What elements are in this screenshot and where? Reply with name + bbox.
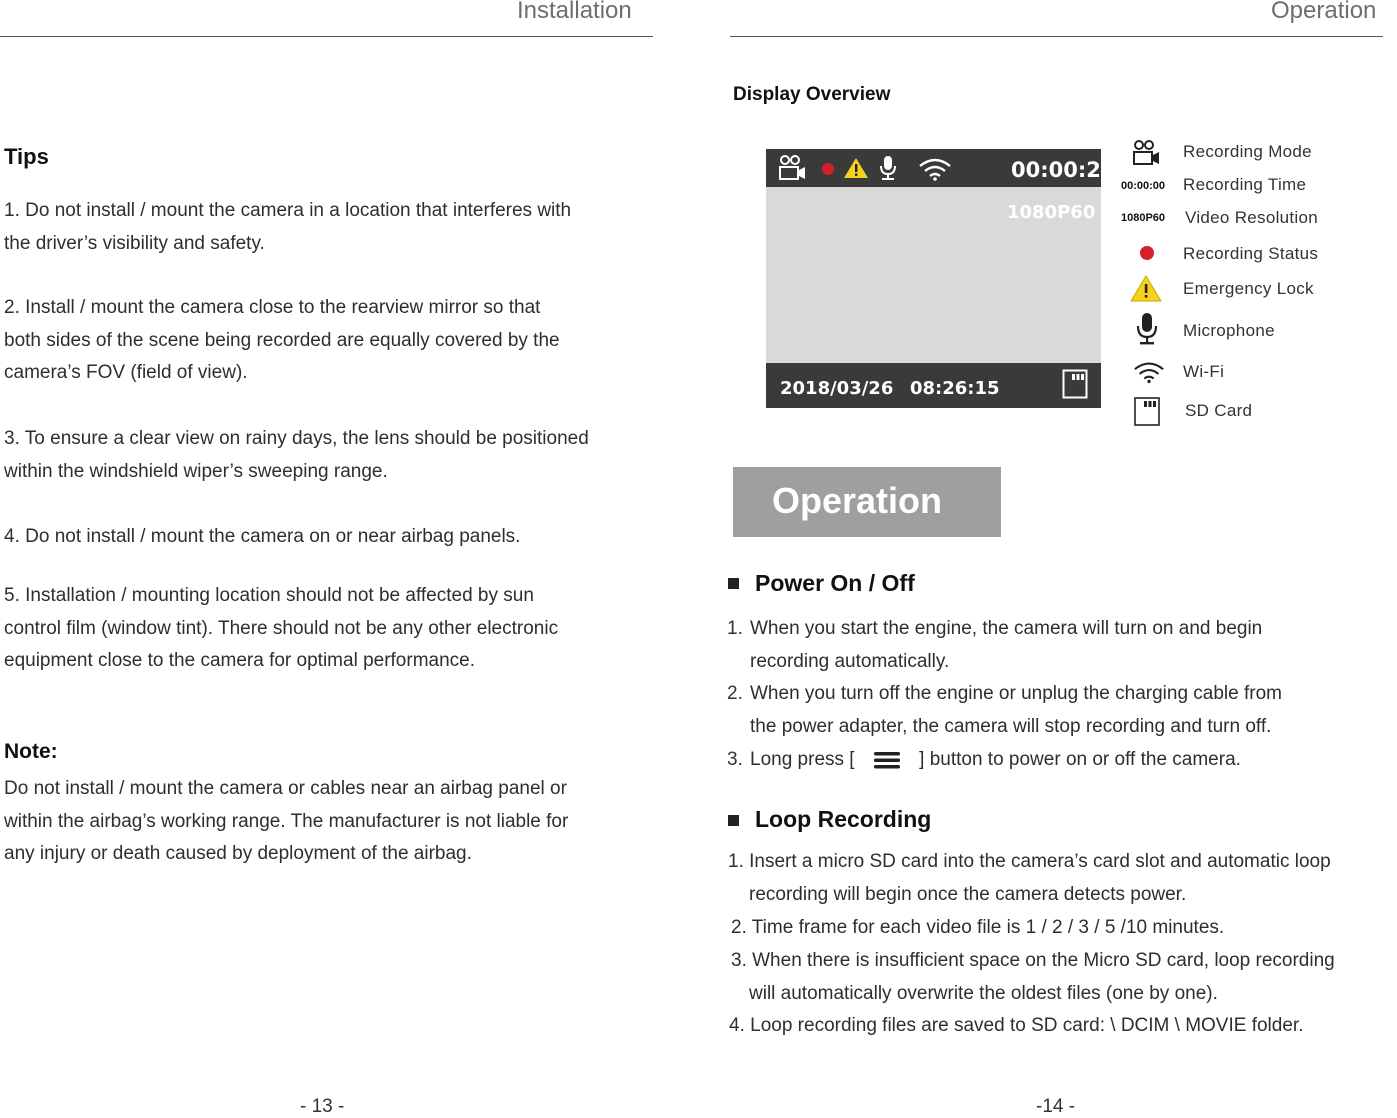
legend-microphone: Microphone xyxy=(1183,321,1275,340)
tip-5-line-1: 5. Installation / mounting location should not be affected by sun xyxy=(4,585,534,606)
power-bullet-square xyxy=(728,578,739,589)
note-line-2: within the airbag’s working range. The manufacturer is not liable for xyxy=(4,810,569,832)
note-heading: Note: xyxy=(4,740,58,763)
tip-2-line-1: 2. Install / mount the camera close to the rearview mirror so that xyxy=(4,297,541,318)
recording-status-icon xyxy=(821,162,835,176)
menu-icon xyxy=(860,748,914,772)
legend-wifi: Wi-Fi xyxy=(1183,362,1225,381)
power-item-1 xyxy=(750,613,1262,678)
tip-5 xyxy=(4,580,558,678)
tip-5-line-2: control film (window tint). There should not be any other electronic xyxy=(4,617,559,639)
emergency-lock-icon xyxy=(843,157,869,179)
tip-3-line-2: within the windshield wiper’s sweeping range. xyxy=(4,460,388,482)
loop-item-4: 4. Loop recording files are saved to SD card: \ DCIM \ MOVIE folder. xyxy=(729,1015,1304,1036)
legend-wifi-icon xyxy=(1133,360,1165,384)
power-item-3-text-after: ] button to power on or off the camera. xyxy=(919,749,1241,770)
tip-3 xyxy=(4,423,589,488)
power-heading: Power On / Off xyxy=(755,570,915,596)
screen-status-bar xyxy=(766,149,1116,187)
legend-recording-status-icon xyxy=(1139,245,1155,261)
right-header-rule xyxy=(730,36,1383,37)
left-header-rule xyxy=(0,36,653,37)
screen-date: 2018/03/26 xyxy=(780,378,894,399)
power-item-3-text-before: Long press [ xyxy=(750,749,855,770)
legend-recording-status: Recording Status xyxy=(1183,244,1319,263)
sd-card-icon xyxy=(1062,369,1088,399)
loop-item-3 xyxy=(731,945,1335,1010)
loop-item-1-line-1: 1. Insert a micro SD card into the camera’s card slot and automatic loop xyxy=(728,851,1331,872)
power-item-2-line-2: the power adapter, the camera will stop recording and turn off. xyxy=(750,715,1272,737)
legend-emergency-lock-icon xyxy=(1130,275,1162,302)
camera-screen-mockup xyxy=(766,149,1116,408)
legend-recording-time: Recording Time xyxy=(1183,175,1307,194)
loop-item-1-line-2: recording will begin once the camera detects power. xyxy=(749,883,1187,905)
loop-item-3-line-1: 3. When there is insufficient space on the Micro SD card, loop recording xyxy=(731,950,1335,971)
note-line-3: any injury or death caused by deployment of the airbag. xyxy=(4,843,472,864)
power-item-1-line-2: recording automatically. xyxy=(750,650,950,672)
tip-2-line-2: both sides of the scene being recorded are equally covered by the xyxy=(4,329,560,351)
power-item-2 xyxy=(750,678,1282,743)
legend-microphone-icon xyxy=(1136,312,1158,346)
screen-time-counter: 00:00:20 xyxy=(1011,158,1116,182)
tip-2-line-3: camera’s FOV (field of view). xyxy=(4,362,248,383)
note-line-1: Do not install / mount the camera or cables near an airbag panel or xyxy=(4,778,567,799)
tip-1-line-2: the driver’s visibility and safety. xyxy=(4,232,265,254)
tip-4-line-1: 4. Do not install / mount the camera on or near airbag panels. xyxy=(4,526,521,547)
power-item-3 xyxy=(750,744,1241,777)
display-overview-title: Display Overview xyxy=(733,84,891,105)
tip-1-line-1: 1. Do not install / mount the camera in a location that interferes with xyxy=(4,200,572,221)
legend-time-sample: 00:00:00 xyxy=(1121,180,1166,192)
screen-resolution: 1080P60 xyxy=(1007,202,1096,223)
operation-banner xyxy=(733,467,1001,537)
power-item-3-number: 3. xyxy=(727,749,743,770)
recording-mode-icon xyxy=(778,154,806,182)
screen-bottom-bar xyxy=(766,363,1101,408)
power-item-1-number: 1. xyxy=(727,618,743,639)
right-page-header: Operation xyxy=(1271,0,1377,24)
legend-emergency-lock: Emergency Lock xyxy=(1183,279,1314,298)
legend-sd-card: SD Card xyxy=(1185,401,1253,420)
tip-3-line-1: 3. To ensure a clear view on rainy days, the lens should be positioned xyxy=(4,428,589,449)
tips-heading: Tips xyxy=(4,144,49,169)
note-text xyxy=(4,773,568,871)
legend-sd-card-icon xyxy=(1134,397,1160,426)
power-item-1-line-1: When you start the engine, the camera will turn on and begin xyxy=(750,618,1263,639)
tip-1 xyxy=(4,195,571,260)
power-item-2-number: 2. xyxy=(727,683,743,704)
loop-heading: Loop Recording xyxy=(755,806,932,832)
loop-bullet-square xyxy=(728,815,739,826)
tip-5-line-3: equipment close to the camera for optimal performance. xyxy=(4,650,476,671)
wifi-icon xyxy=(918,157,952,181)
operation-banner-label: Operation xyxy=(772,480,943,521)
tip-4 xyxy=(4,521,520,554)
tip-2 xyxy=(4,292,560,390)
legend-recording-mode-icon xyxy=(1132,139,1160,167)
loop-item-1 xyxy=(728,846,1331,911)
legend-recording-mode: Recording Mode xyxy=(1183,142,1312,161)
left-page-header: Installation xyxy=(517,0,632,24)
legend-resolution-sample: 1080P60 xyxy=(1121,212,1166,224)
power-item-2-line-1: When you turn off the engine or unplug the charging cable from xyxy=(750,683,1282,704)
screen-clock: 08:26:15 xyxy=(910,378,1000,399)
loop-item-3-line-2: will automatically overwrite the oldest files (one by one). xyxy=(749,982,1218,1004)
legend-video-resolution: Video Resolution xyxy=(1185,208,1319,227)
microphone-icon xyxy=(879,155,897,181)
right-page-number: -14 - xyxy=(1036,1096,1076,1117)
loop-item-2: 2. Time frame for each video file is 1 / 2 / 3 / 5 /10 minutes. xyxy=(731,917,1225,938)
left-page-number: - 13 - xyxy=(300,1096,345,1117)
